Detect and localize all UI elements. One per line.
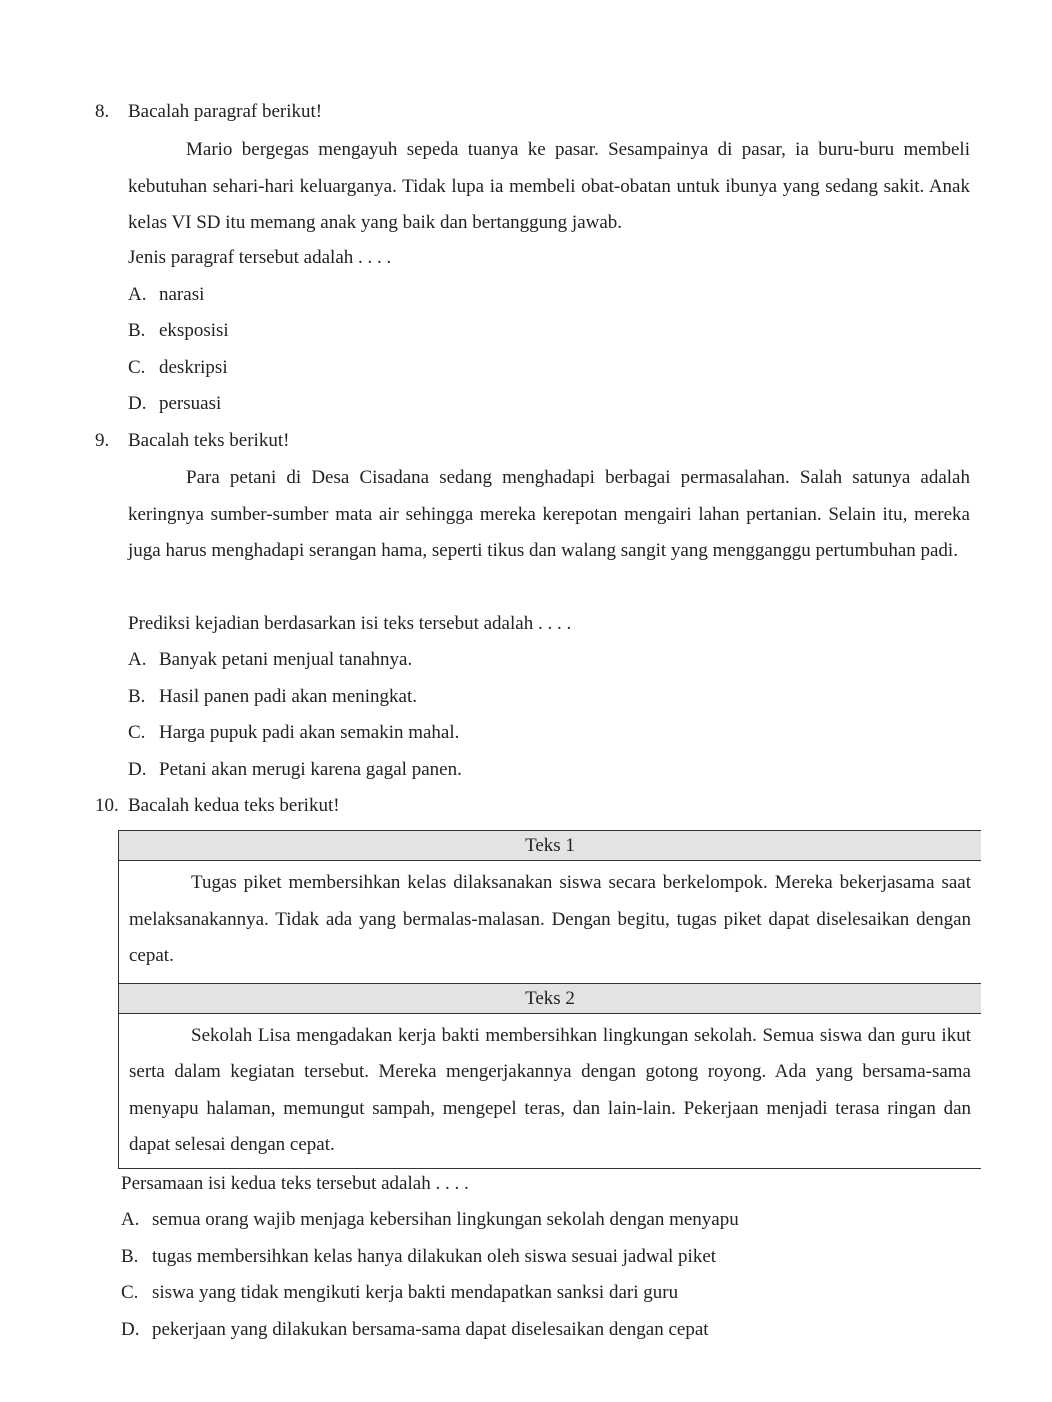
question-10-option-d[interactable] <box>121 1319 709 1341</box>
option-letter: A. <box>128 649 147 670</box>
question-10-instruction: Bacalah kedua teks berikut! <box>128 795 340 816</box>
question-9-option-a[interactable] <box>128 649 412 671</box>
option-text: tugas membersihkan kelas hanya dilakukan oleh siswa sesuai jadwal piket <box>152 1246 717 1267</box>
question-9-passage-text: Para petani di Desa Cisadana sedang menghadapi berbagai permasalahan. Salah satunya adalah keringnya sumber-sumber mata air sehingga mereka kerepotan mengairi lahan pertanian. Selain itu, mereka juga harus menghadapi serangan hama, seperti tikus dan walang sangit yang mengganggu pertumbuhan padi. <box>128 467 970 561</box>
question-8-header <box>95 101 322 123</box>
question-9-instruction: Bacalah teks berikut! <box>128 430 290 451</box>
option-letter: B. <box>128 686 146 707</box>
question-8-option-d[interactable] <box>128 393 221 415</box>
text-1-body <box>119 861 981 979</box>
text-2-body-text: Sekolah Lisa mengadakan kerja bakti membersihkan lingkungan sekolah. Semua siswa dan guru ikut serta dalam kegiatan tersebut. Mereka mengerjakannya dengan gotong royong. Ada yang bersama-sama menyapu halaman, memungut sampah, mengepel teras, dan lain-lain. Pekerjaan menjadi terasa ringan dan dapat selesai dengan cepat. <box>129 1024 971 1155</box>
question-9-number: 9. <box>95 430 110 451</box>
option-text: pekerjaan yang dilakukan bersama-sama dapat diselesaikan dengan cepat <box>152 1319 709 1340</box>
option-text: deskripsi <box>159 357 228 378</box>
question-8-option-c[interactable] <box>128 357 228 379</box>
option-letter: C. <box>121 1282 139 1303</box>
question-10-option-c[interactable] <box>121 1282 678 1304</box>
option-letter: B. <box>121 1246 139 1267</box>
option-text: semua orang wajib menjaga kebersihan lingkungan sekolah dengan menyapu <box>152 1209 739 1230</box>
option-text: Petani akan merugi karena gagal panen. <box>159 759 462 780</box>
question-8-instruction: Bacalah paragraf berikut! <box>128 101 323 122</box>
option-text: eksposisi <box>159 320 229 341</box>
text-1-title: Teks 1 <box>119 830 981 861</box>
option-text: Harga pupuk padi akan semakin mahal. <box>159 722 460 743</box>
option-text: Banyak petani menjual tanahnya. <box>159 649 413 670</box>
option-letter: D. <box>128 759 147 780</box>
question-8-passage-text: Mario bergegas mengayuh sepeda tuanya ke pasar. Sesampainya di pasar, ia buru-buru membeli kebutuhan sehari-hari keluarganya. Tidak lupa ia membeli obat-obatan untuk ibunya yang sedang sakit. Anak kelas VI SD itu memang anak yang baik dan bertanggung jawab. <box>128 139 970 233</box>
question-10-option-b[interactable] <box>121 1246 716 1268</box>
text-1-body-text: Tugas piket membersihkan kelas dilaksanakan siswa secara berkelompok. Mereka bekerjasama saat melaksanakannya. Tidak ada yang bermalas-malasan. Dengan begitu, tugas piket dapat diselesaikan dengan cepat. <box>129 872 971 966</box>
text-2-title: Teks 2 <box>119 983 981 1014</box>
option-letter: D. <box>121 1319 140 1340</box>
option-text: persuasi <box>159 393 222 414</box>
option-letter: A. <box>121 1209 140 1230</box>
texts-table <box>118 830 981 1169</box>
question-10-number: 10. <box>95 795 119 816</box>
question-8-prompt: Jenis paragraf tersebut adalah . . . . <box>128 247 392 268</box>
option-text: siswa yang tidak mengikuti kerja bakti mendapatkan sanksi dari guru <box>152 1282 679 1303</box>
text-2-body <box>119 1014 981 1168</box>
option-letter: D. <box>128 393 147 414</box>
option-text: narasi <box>159 284 205 305</box>
option-letter: C. <box>128 722 146 743</box>
question-9-prompt: Prediksi kejadian berdasarkan isi teks tersebut adalah . . . . <box>128 613 572 634</box>
option-letter: C. <box>128 357 146 378</box>
question-10-option-a[interactable] <box>121 1209 739 1231</box>
question-10-prompt: Persamaan isi kedua teks tersebut adalah . . . . <box>121 1173 469 1194</box>
question-9-option-c[interactable] <box>128 722 459 744</box>
question-9-option-d[interactable] <box>128 759 462 781</box>
question-8-passage <box>128 132 970 242</box>
question-8-option-a[interactable] <box>128 284 204 306</box>
question-9-option-b[interactable] <box>128 686 417 708</box>
question-10-header <box>95 795 340 817</box>
question-8-option-b[interactable] <box>128 320 229 342</box>
option-text: Hasil panen padi akan meningkat. <box>159 686 418 707</box>
question-8-number: 8. <box>95 101 110 122</box>
question-9-passage <box>128 460 970 570</box>
option-letter: B. <box>128 320 146 341</box>
option-letter: A. <box>128 284 147 305</box>
question-9-header <box>95 430 289 452</box>
